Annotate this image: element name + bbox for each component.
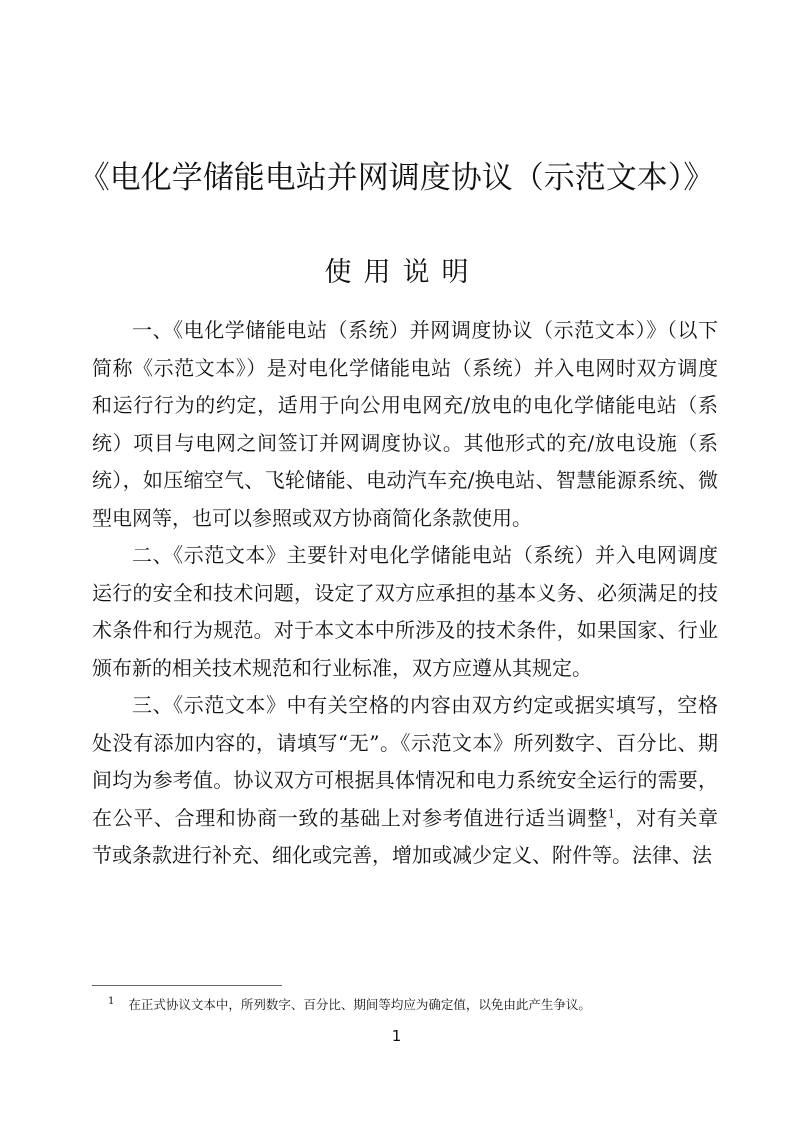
section-heading: 使用说明 (324, 257, 481, 288)
document-body (92, 312, 718, 875)
footnote-text: 在正式协议文本中，所列数字、百分比、期间等均应为确定值，以免由此产生争议。 (128, 997, 591, 1012)
paragraph-3-text-after: ，对有关章节或条款进行补充、细化或完善，增加或减少定义、附件等。法律、法 (92, 805, 719, 867)
document-title: 《电化学储能电站并网调度协议（示范文本）》 (78, 160, 715, 196)
paragraph-1: 一、《电化学储能电站（系统）并网调度协议（示范文本）》（以下简称《示范文本》）是对电化学储能电站（系统）并入电网时双方调度和运行行为的约定，适用于向公用电网充/放电的电化学储能电站（系统）项目与电网之间签订并网调度协议。其他形式的充/放电设施（系统），如压缩空气、飞轮储能、电动汽车充/换电站、智慧能源系统、微型电网等，也可以参照或双方协商简化条款使用。 (92, 318, 718, 530)
footnote-reference[interactable]: 1 (607, 806, 615, 820)
paragraph-2: 二、《示范文本》主要针对电化学储能电站（系统）并入电网调度运行的安全和技术问题，设定了双方应承担的基本义务、必须满足的技术条件和行为规范。对于本文本中所涉及的技术条件，如果国家、行业颁布新的相关技术规范和行业标准，双方应遵从其规定。 (92, 543, 718, 680)
footnote-divider (92, 985, 282, 986)
footnote-mark: 1 (108, 995, 115, 1007)
paragraph-3 (92, 687, 718, 875)
footnote (108, 996, 728, 1014)
page-number: 1 (391, 1027, 402, 1045)
paragraph-3-text-before: 三、《示范文本》中有关空格的内容由双方约定或据实填写，空格处没有添加内容的，请填写“无”。《示范文本》所列数字、百分比、期间均为参考值。协议双方可根据具体情况和电力系统安全运行的需要，在公平、合理和协商一致的基础上对参考值进行适当调整 (92, 693, 718, 830)
